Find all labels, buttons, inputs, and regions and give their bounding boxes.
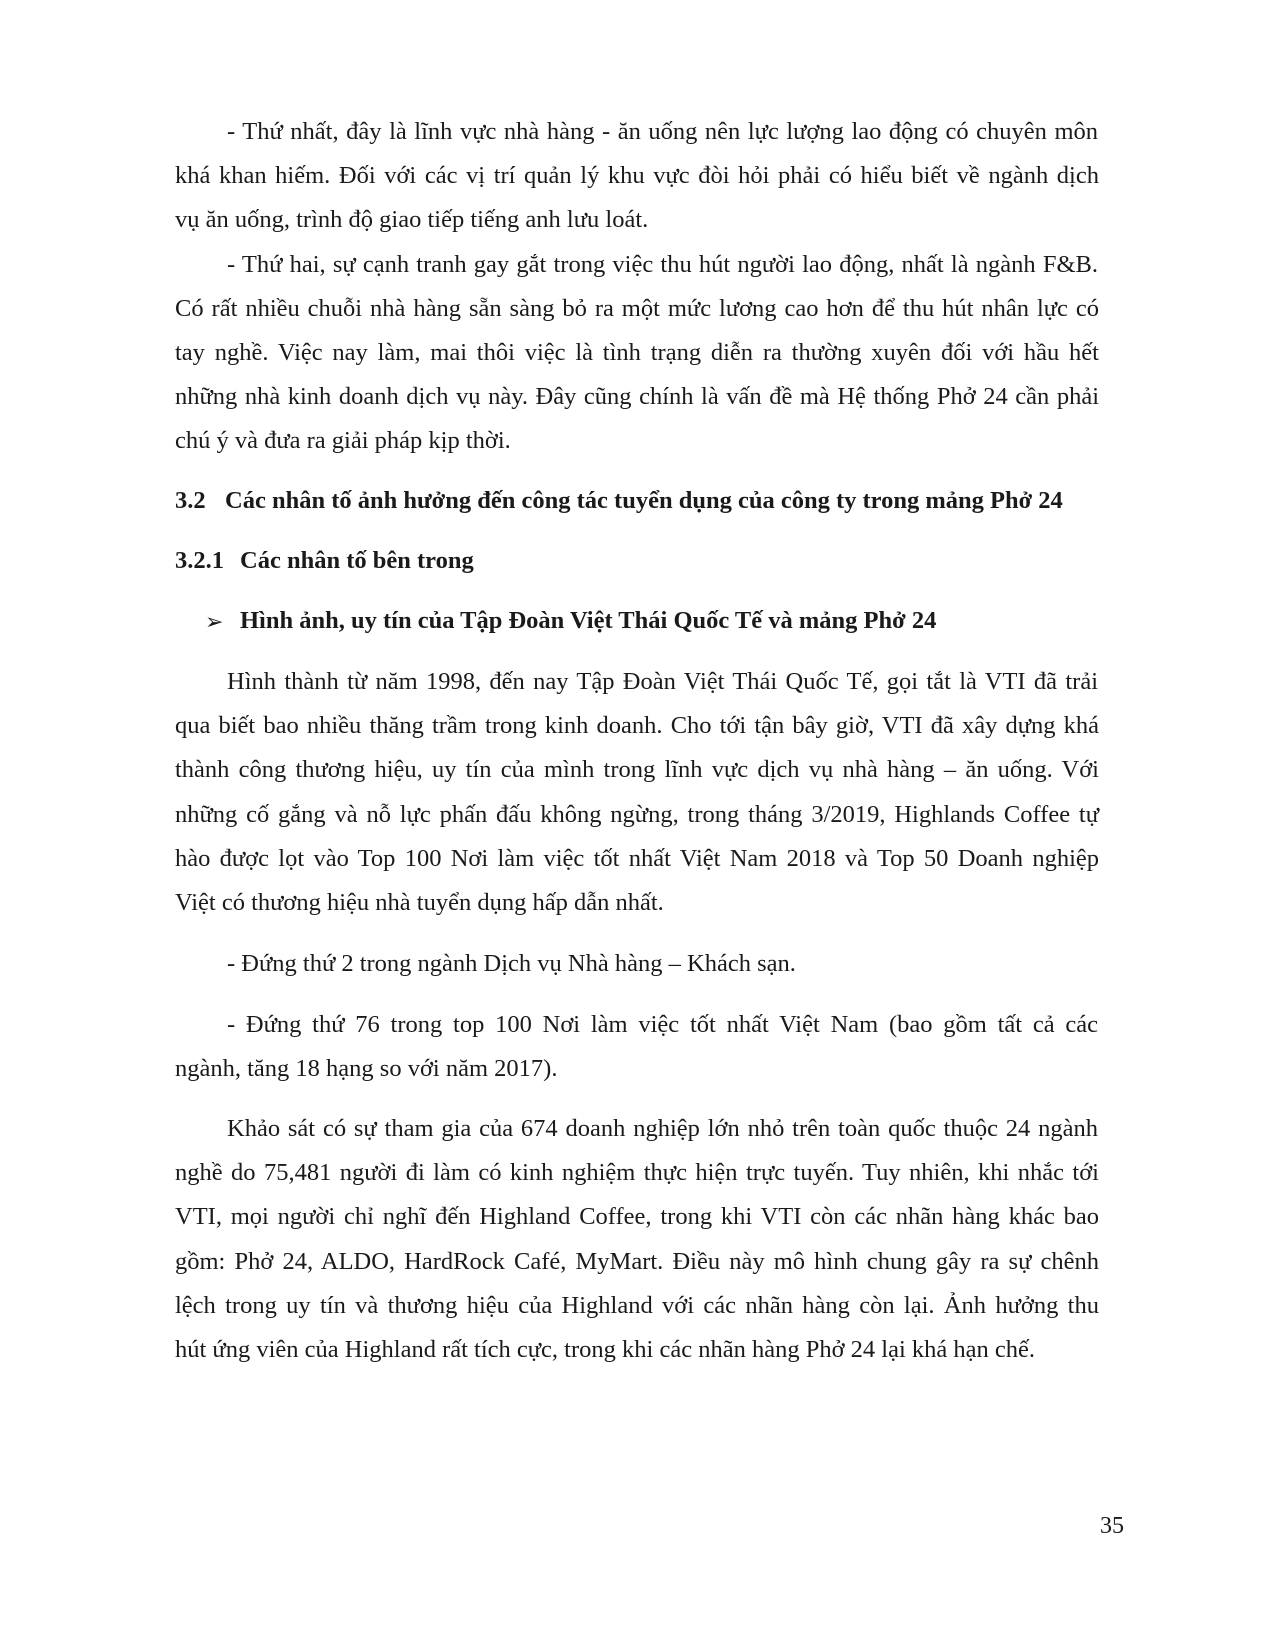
section-number: 3.2 — [175, 487, 206, 514]
paragraph-line: - Thứ nhất, đây là lĩnh vực nhà hàng - ăn uống nên lực lượng lao động có chuyên môn — [227, 118, 1098, 145]
paragraph-line: Có rất nhiều chuỗi nhà hàng sẵn sàng bỏ ra một mức lương cao hơn để thu hút nhân lực có — [175, 295, 1099, 322]
paragraph-line: chú ý và đưa ra giải pháp kịp thời. — [175, 427, 511, 454]
paragraph-line: vụ ăn uống, trình độ giao tiếp tiếng anh lưu loát. — [175, 206, 649, 233]
arrow-bullet-icon: ➢ — [205, 609, 224, 634]
paragraph-line: hút ứng viên của Highland rất tích cực, trong khi các nhãn hàng Phở 24 lại khá hạn chế. — [175, 1336, 1036, 1363]
subsection-number: 3.2.1 — [175, 547, 224, 574]
section-heading: Các nhân tố ảnh hưởng đến công tác tuyển dụng của công ty trong mảng Phở 24 — [225, 487, 1063, 514]
paragraph-line: - Đứng thứ 2 trong ngành Dịch vụ Nhà hàng – Khách sạn. — [227, 950, 796, 977]
paragraph-line: - Thứ hai, sự cạnh tranh gay gắt trong việc thu hút người lao động, nhất là ngành F&B. — [227, 251, 1098, 278]
paragraph-line: VTI, mọi người chỉ nghĩ đến Highland Coffee, trong khi VTI còn các nhãn hàng khác bao — [175, 1203, 1099, 1230]
paragraph-line: tay nghề. Việc nay làm, mai thôi việc là tình trạng diễn ra thường xuyên đối với hầu hết — [175, 339, 1099, 366]
paragraph-line: những nhà kinh doanh dịch vụ này. Đây cũng chính là vấn đề mà Hệ thống Phở 24 cần phải — [175, 383, 1099, 410]
paragraph-line: Khảo sát có sự tham gia của 674 doanh nghiệp lớn nhỏ trên toàn quốc thuộc 24 ngành — [227, 1115, 1098, 1142]
paragraph-line: - Đứng thứ 76 trong top 100 Nơi làm việc tốt nhất Việt Nam (bao gồm tất cả các — [227, 1011, 1098, 1038]
paragraph-line: lệch trong uy tín và thương hiệu của Highland với các nhãn hàng còn lại. Ảnh hưởng thu — [175, 1292, 1099, 1319]
paragraph-line: Hình thành từ năm 1998, đến nay Tập Đoàn Việt Thái Quốc Tế, gọi tắt là VTI đã trải — [227, 668, 1098, 695]
subsection-heading: Các nhân tố bên trong — [240, 547, 474, 574]
paragraph-line: qua biết bao nhiều thăng trầm trong kinh doanh. Cho tới tận bây giờ, VTI đã xây dựng khá — [175, 712, 1099, 739]
paragraph-line: gồm: Phở 24, ALDO, HardRock Café, MyMart. Điều này mô hình chung gây ra sự chênh — [175, 1248, 1099, 1275]
bullet-heading: Hình ảnh, uy tín của Tập Đoàn Việt Thái Quốc Tế và mảng Phở 24 — [240, 607, 937, 634]
paragraph-line: thành công thương hiệu, uy tín của mình trong lĩnh vực dịch vụ nhà hàng – ăn uống. Với — [175, 756, 1099, 783]
paragraph-line: hào được lọt vào Top 100 Nơi làm việc tốt nhất Việt Nam 2018 và Top 50 Doanh nghiệp — [175, 845, 1099, 872]
paragraph-line: nghề do 75,481 người đi làm có kinh nghiệm thực hiện trực tuyến. Tuy nhiên, khi nhắc tới — [175, 1159, 1099, 1186]
paragraph-line: ngành, tăng 18 hạng so với năm 2017). — [175, 1055, 558, 1082]
paragraph-line: Việt có thương hiệu nhà tuyển dụng hấp dẫn nhất. — [175, 889, 664, 916]
page-number: 35 — [1100, 1513, 1124, 1539]
paragraph-line: những cố gắng và nỗ lực phấn đấu không ngừng, trong tháng 3/2019, Highlands Coffee tự — [175, 801, 1099, 828]
paragraph-line: khá khan hiếm. Đối với các vị trí quản lý khu vực đòi hỏi phải có hiểu biết về ngành dịch — [175, 162, 1099, 189]
